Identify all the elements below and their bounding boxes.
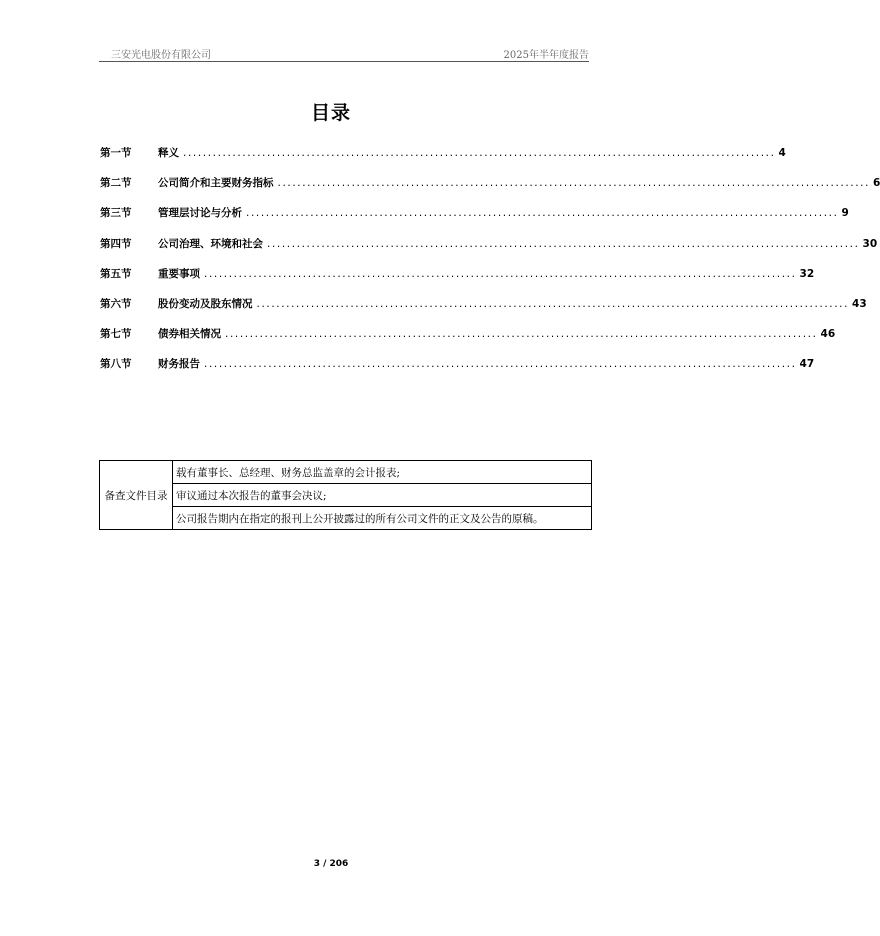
toc-section-number: 第三节: [100, 207, 132, 220]
table-of-contents: [100, 145, 880, 387]
table-row: [100, 461, 592, 484]
toc-section-title: 公司简介和主要财务指标: [158, 177, 274, 190]
toc-entry[interactable]: [100, 356, 815, 386]
table-row: [100, 484, 592, 507]
page-header: [99, 45, 589, 62]
toc-section-number: 第七节: [100, 328, 132, 341]
toc-section-title: 重要事项: [158, 267, 200, 280]
toc-page-number: 9: [841, 207, 849, 220]
toc-leader-dots: ........................................................................................................................: [225, 328, 818, 341]
toc-section-number: 第六节: [100, 297, 132, 310]
toc-leader-dots: ........................................................................................................................: [256, 297, 850, 310]
toc-leader-dots: ........................................................................................................................: [246, 207, 839, 220]
toc-entry[interactable]: [100, 145, 786, 175]
toc-leader-dots: ........................................................................................................................: [267, 237, 860, 250]
toc-entry[interactable]: [100, 236, 878, 266]
toc-section-title: 债券相关情况: [158, 328, 221, 341]
page-number-footer: 3 / 206: [313, 859, 349, 869]
toc-entry[interactable]: [100, 296, 867, 326]
reference-documents-table: [99, 460, 592, 530]
toc-page-number: 30: [862, 237, 878, 250]
toc-section-title: 公司治理、环境和社会: [158, 237, 263, 250]
toc-page-number: 32: [799, 267, 815, 280]
header-report-title: 2025年半年度报告: [503, 50, 589, 61]
reference-document-item: 载有董事长、总经理、财务总监盖章的会计报表;: [173, 461, 592, 484]
toc-section-number: 第五节: [100, 267, 132, 280]
toc-section-title: 释义: [158, 147, 179, 159]
toc-page-number: 46: [820, 328, 836, 341]
page-title: 目录: [310, 102, 351, 124]
toc-leader-dots: ........................................................................................................................: [183, 147, 776, 159]
toc-section-number: 第八节: [100, 358, 132, 371]
toc-entry[interactable]: [100, 326, 836, 356]
table-row: [100, 507, 592, 530]
toc-entry[interactable]: [100, 175, 880, 205]
header-company: 三安光电股份有限公司: [111, 50, 211, 61]
toc-leader-dots: ........................................................................................................................: [204, 358, 797, 371]
toc-entry[interactable]: [100, 205, 849, 235]
toc-section-title: 财务报告: [158, 358, 200, 371]
reference-document-item: 审议通过本次报告的董事会决议;: [173, 484, 592, 507]
toc-section-number: 第一节: [100, 147, 132, 159]
toc-page-number: 47: [799, 358, 815, 371]
reference-documents-heading: 备查文件目录: [100, 461, 173, 530]
toc-section-title: 股份变动及股东情况: [158, 297, 253, 310]
toc-page-number: 43: [852, 297, 867, 310]
toc-section-title: 管理层讨论与分析: [158, 207, 242, 220]
toc-page-number: 4: [778, 147, 786, 159]
toc-section-number: 第二节: [100, 177, 132, 190]
toc-entry[interactable]: [100, 266, 815, 296]
toc-leader-dots: ........................................................................................................................: [204, 267, 797, 280]
toc-section-number: 第四节: [100, 237, 132, 250]
toc-page-number: 6: [873, 177, 880, 190]
toc-leader-dots: ........................................................................................................................: [277, 177, 871, 190]
reference-document-item: 公司报告期内在指定的报刊上公开披露过的所有公司文件的正文及公告的原稿。: [173, 507, 592, 530]
